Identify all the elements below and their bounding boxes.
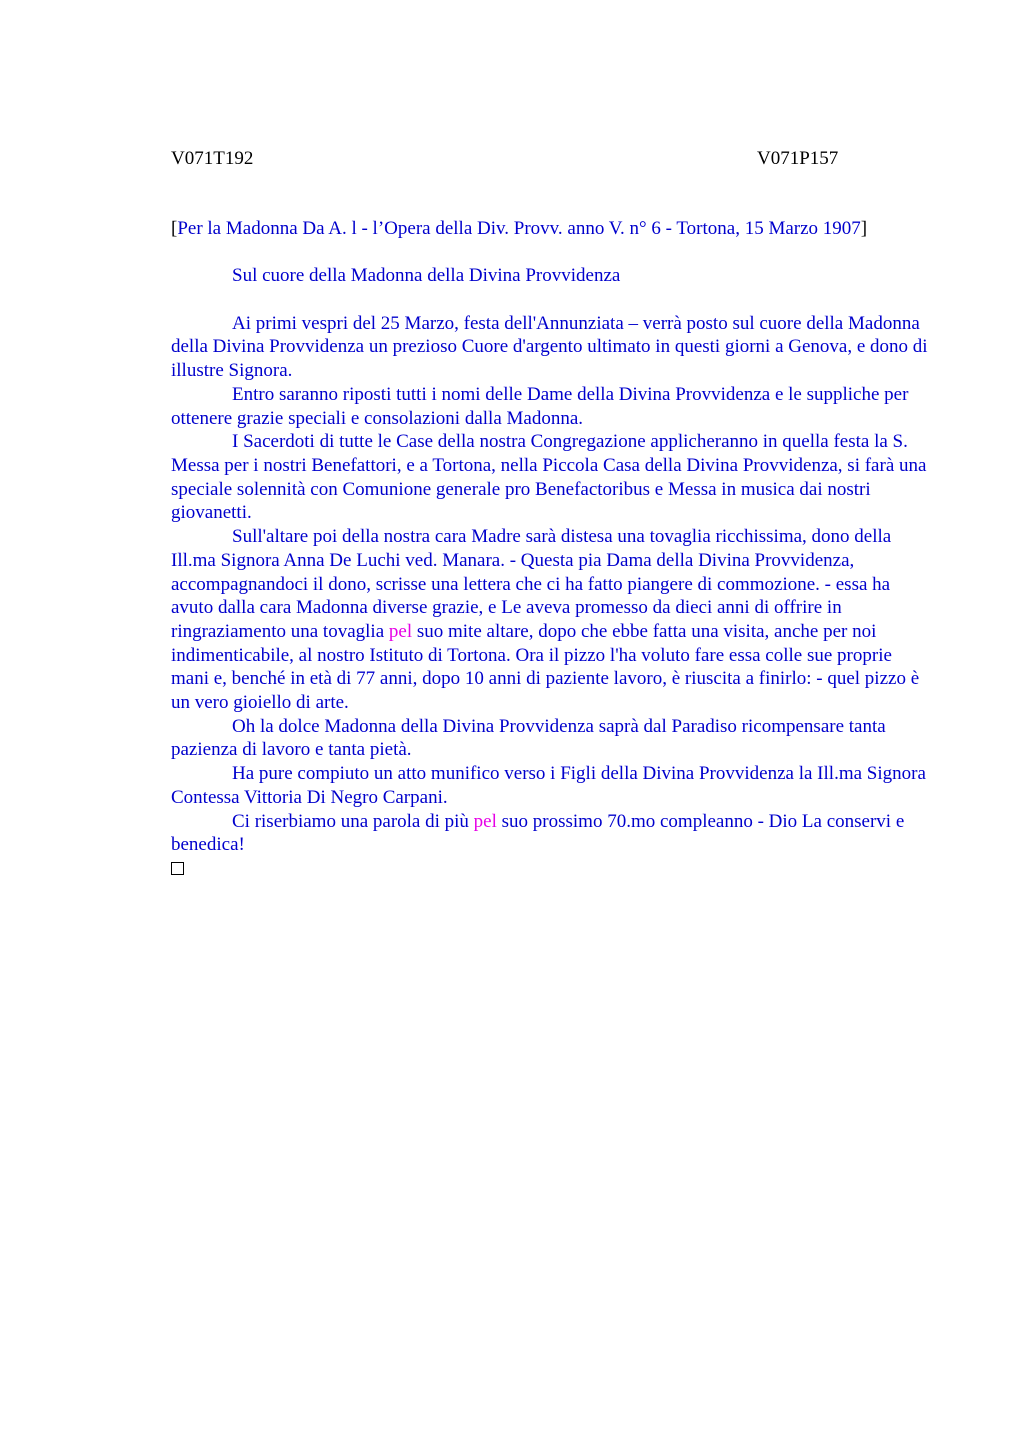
paragraph-7-after: suo prossimo 70.mo compleanno - Dio La conservi e benedica! [171,810,905,856]
paragraph-3: I Sacerdoti di tutte le Case della nostra Congregazione applicheranno in quella festa la S. Messa per i nostri Benefattori, e a Tortona, nella Piccola Casa della Divina Provvidenza, si farà una speciale solennità con Comunione generale pro Benefactoribus e Messa in musica dai nostri giovanetti. [171,431,927,524]
paragraph-5: Oh la dolce Madonna della Divina Provvidenza saprà dal Paradiso ricompensare tanta pazienza di lavoro e tanta pietà. [171,715,886,761]
article-title: Sul cuore della Madonna della Divina Provvidenza [232,265,621,287]
paragraph-7-before: Ci riserbiamo una parola di più [232,810,474,832]
paragraph-2: Entro saranno riposti tutti i nomi delle Dame della Divina Provvidenza e le suppliche per ottenere grazie speciali e consolazioni dalla Madonna. [171,383,909,429]
header-right-code: V071P157 [757,148,839,169]
document-body [171,217,931,882]
paragraph-7 [171,810,931,857]
paragraph-1: Ai primi vespri del 25 Marzo, festa dell'Annunziata – verrà posto sul cuore della Madonna della Divina Provvidenza un prezioso Cuore d'argento ultimato in questi giorni a Genova, e dono di illustre Signora. [171,312,928,382]
paragraph-4 [171,525,931,715]
source-open-bracket: [ [171,218,178,239]
paragraph-4-highlight: pel [388,620,413,642]
source-text: Per la Madonna Da A. l - l’Opera della Div. Provv. anno V. n° 6 - Tortona, 15 Marzo 1907 [177,218,861,239]
paragraph-4-after: suo mite altare, dopo che ebbe fatta una visita, anche per noi indimenticabile, al nostro Istituto di Tortona. Ora il pizzo l'ha voluto fare essa colle sue proprie mani e, benché in età di 77 anni, dopo 10 anni di paziente lavoro, è riuscita a finirlo: - quel pizzo è un vero gioiello di arte. [171,620,920,714]
end-of-document-box-icon [171,862,184,875]
paragraph-6: Ha pure compiuto un atto munifico verso i Figli della Divina Provvidenza la Ill.ma Signora Contessa Vittoria Di Negro Carpani. [171,763,926,808]
header-left-code: V071T192 [171,148,254,169]
paragraph-7-highlight: pel [473,810,497,832]
source-citation [171,217,931,241]
paragraph-4-before: Sull'altare poi della nostra cara Madre sarà distesa una tovaglia ricchissima, dono della Ill.ma Signora Anna De Luchi ved. Manara. - Questa pia Dama della Divina Provvidenza, accompagnandoci il dono, scrisse una lettera che ci ha fatto piangere di commozione. - essa ha avuto dalla cara Madonna diverse grazie, e Le aveva promesso da dieci anni di offrire in ringraziamento una tovaglia [171,526,892,642]
source-close-bracket: ] [860,218,868,239]
